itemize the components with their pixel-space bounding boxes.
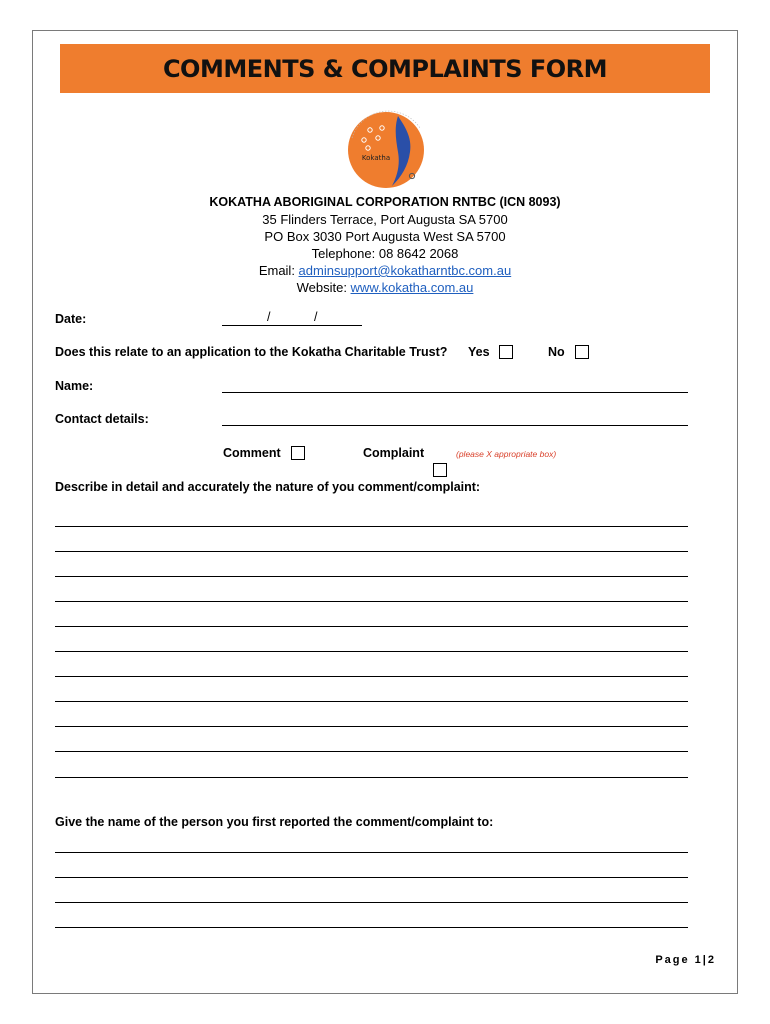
name-field[interactable] (222, 392, 688, 393)
org-telephone: Telephone: 08 8642 2068 (311, 246, 459, 261)
describe-line[interactable] (55, 676, 688, 677)
yes-label: Yes (468, 345, 490, 359)
contact-label: Contact details: (55, 412, 149, 426)
first-reported-line[interactable] (55, 927, 688, 928)
first-reported-line[interactable] (55, 877, 688, 878)
org-email-row (0, 262, 770, 279)
org-street-address: 35 Flinders Terrace, Port Augusta SA 5700 (262, 212, 508, 227)
website-link[interactable]: www.kokatha.com.au (350, 280, 474, 295)
describe-line[interactable] (55, 601, 688, 602)
first-reported-line[interactable] (55, 902, 688, 903)
email-link[interactable]: adminsupport@kokatharntbc.com.au (298, 263, 512, 278)
complaint-label: Complaint (363, 446, 425, 460)
first-reported-line[interactable] (55, 852, 688, 853)
date-separator-2: / (314, 310, 318, 324)
no-label: No (548, 345, 565, 359)
org-postal-address: PO Box 3030 Port Augusta West SA 5700 (264, 229, 506, 244)
trust-question: Does this relate to an application to the Kokatha Charitable Trust? (55, 345, 448, 359)
contact-field[interactable] (222, 425, 688, 426)
describe-line[interactable] (55, 701, 688, 702)
first-reported-label: Give the name of the person you first reported the comment/complaint to: (55, 815, 494, 829)
page-number: Page 1|2 (655, 954, 716, 966)
email-label: Email: (258, 263, 299, 278)
describe-line[interactable] (55, 526, 688, 527)
svg-text:Kokatha: Kokatha (361, 154, 391, 162)
describe-line[interactable] (55, 551, 688, 552)
complaint-checkbox[interactable] (433, 463, 447, 477)
org-website-row (0, 279, 770, 296)
comment-checkbox[interactable] (291, 446, 305, 460)
date-separator-1: / (267, 310, 271, 324)
comment-label: Comment (223, 446, 281, 460)
no-checkbox[interactable] (575, 345, 589, 359)
describe-label: Describe in detail and accurately the nature of you comment/complaint: (55, 480, 481, 494)
org-name: KOKATHA ABORIGINAL CORPORATION RNTBC (ICN 8093) (209, 195, 561, 209)
describe-line[interactable] (55, 626, 688, 627)
website-label: Website: (296, 280, 351, 295)
describe-line[interactable] (55, 751, 688, 752)
date-field[interactable] (222, 325, 362, 326)
yes-checkbox[interactable] (499, 345, 513, 359)
instruction-note: (please X appropriate box) (456, 449, 557, 459)
describe-line[interactable] (55, 777, 688, 778)
kokatha-logo (340, 108, 432, 192)
name-label: Name: (55, 379, 94, 393)
describe-line[interactable] (55, 651, 688, 652)
describe-line[interactable] (55, 726, 688, 727)
describe-line[interactable] (55, 576, 688, 577)
date-label: Date: (55, 312, 87, 326)
form-title: COMMENTS & COMPLAINTS FORM (162, 54, 608, 83)
title-banner (60, 44, 710, 93)
